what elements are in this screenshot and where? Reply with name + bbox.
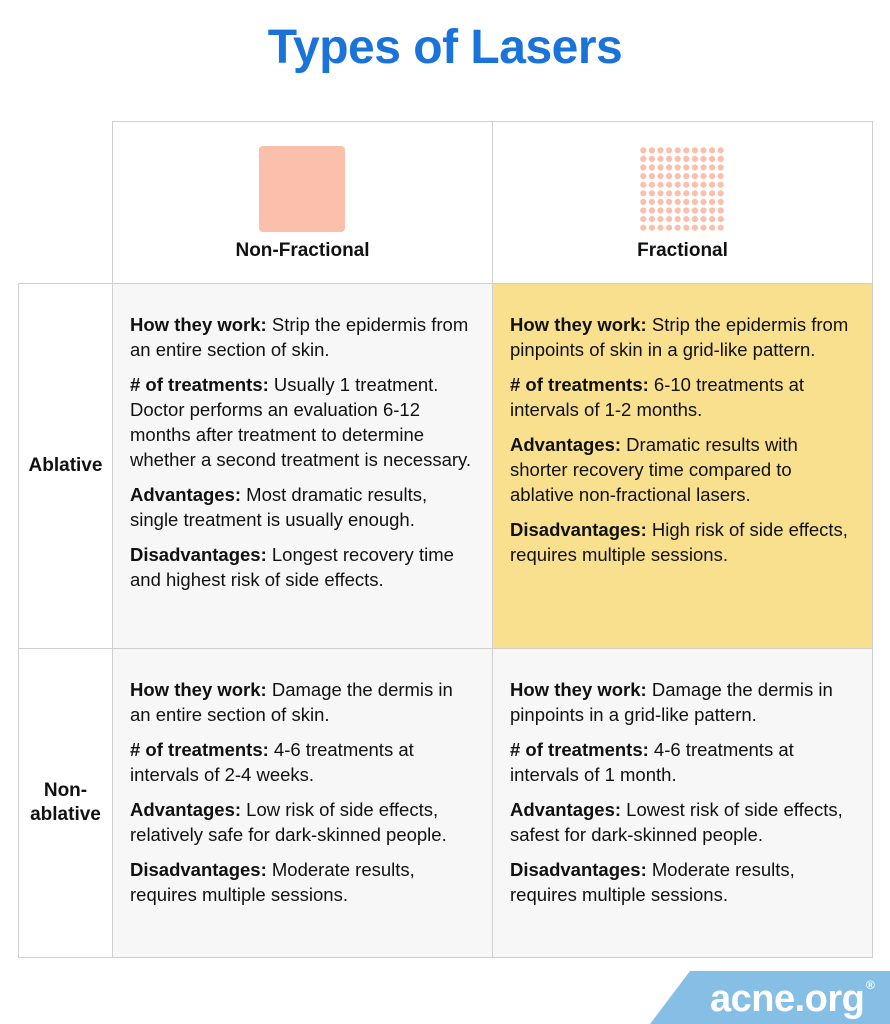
header-non-fractional bbox=[112, 121, 493, 284]
grid-dot bbox=[718, 156, 724, 162]
advantages bbox=[510, 432, 854, 507]
grid-dot bbox=[718, 216, 724, 222]
grid-dot bbox=[718, 182, 724, 188]
grid-dot bbox=[700, 156, 706, 162]
grid-dot bbox=[709, 182, 715, 188]
grid-dot bbox=[700, 216, 706, 222]
advantages-label: Advantages: bbox=[130, 484, 242, 505]
grid-dot bbox=[649, 182, 655, 188]
how-they-work-label: How they work: bbox=[510, 679, 647, 700]
grid-dot bbox=[657, 173, 663, 179]
advantages-text: Low risk of side effects, relatively safe for dark-skinned people. bbox=[130, 799, 447, 845]
row-label-non-ablative-line2: ablative bbox=[30, 804, 101, 825]
grid-dot bbox=[657, 164, 663, 170]
grid-dot bbox=[675, 156, 681, 162]
grid-dot bbox=[683, 216, 689, 222]
grid-dot bbox=[657, 216, 663, 222]
disadvantages-label: Disadvantages: bbox=[510, 859, 647, 880]
grid-dot bbox=[718, 190, 724, 196]
disadvantages-text: Longest recovery time and highest risk of side effects. bbox=[130, 544, 454, 590]
grid-dot bbox=[640, 216, 646, 222]
how-they-work bbox=[130, 677, 474, 727]
grid-dot bbox=[709, 156, 715, 162]
treatments-text: 4-6 treatments at intervals of 2-4 weeks. bbox=[130, 739, 414, 785]
grid-dot bbox=[700, 147, 706, 153]
grid-dot bbox=[657, 199, 663, 205]
grid-dot bbox=[683, 225, 689, 231]
number-of-treatments bbox=[510, 737, 854, 787]
grid-dot bbox=[640, 182, 646, 188]
grid-dot bbox=[640, 199, 646, 205]
header-fractional bbox=[492, 121, 873, 284]
row-label-ablative bbox=[18, 283, 113, 649]
column-label-non-fractional: Non-Fractional bbox=[235, 240, 370, 261]
grid-dot bbox=[640, 147, 646, 153]
grid-dot bbox=[666, 199, 672, 205]
advantages bbox=[130, 482, 474, 532]
grid-dot bbox=[700, 207, 706, 213]
grid-dot bbox=[675, 216, 681, 222]
how-they-work-label: How they work: bbox=[130, 679, 267, 700]
grid-dot bbox=[692, 207, 698, 213]
grid-dot bbox=[649, 173, 655, 179]
grid-dot bbox=[683, 147, 689, 153]
grid-dot bbox=[692, 190, 698, 196]
disadvantages-label: Disadvantages: bbox=[130, 544, 267, 565]
treatments-label: # of treatments: bbox=[130, 374, 269, 395]
advantages-text: Lowest risk of side effects, safest for dark-skinned people. bbox=[510, 799, 843, 845]
advantages-text: Dramatic results with shorter recovery time compared to ablative non-fractional lasers. bbox=[510, 434, 798, 505]
grid-dot bbox=[692, 225, 698, 231]
advantages-label: Advantages: bbox=[510, 434, 622, 455]
disadvantages-text: Moderate results, requires multiple sessions. bbox=[130, 859, 415, 905]
grid-dot bbox=[675, 207, 681, 213]
brand-logo[interactable]: acne.org bbox=[710, 978, 865, 1020]
grid-dot bbox=[692, 147, 698, 153]
grid-dot bbox=[718, 147, 724, 153]
grid-dot bbox=[649, 156, 655, 162]
advantages-label: Advantages: bbox=[130, 799, 242, 820]
disadvantages-text: High risk of side effects, requires multiple sessions. bbox=[510, 519, 848, 565]
grid-dot bbox=[649, 164, 655, 170]
grid-dot bbox=[709, 199, 715, 205]
page-title: Types of Lasers bbox=[267, 21, 623, 74]
disadvantages bbox=[130, 857, 474, 907]
row-label-non-ablative-text bbox=[30, 779, 101, 827]
treatments-label: # of treatments: bbox=[510, 374, 649, 395]
grid-dot bbox=[657, 207, 663, 213]
cell-non-ablative-fractional bbox=[492, 648, 873, 958]
grid-dot bbox=[692, 199, 698, 205]
cell-ablative-fractional bbox=[492, 283, 873, 649]
grid-dot bbox=[718, 173, 724, 179]
row-label-ablative-text: Ablative bbox=[28, 455, 103, 476]
grid-dot bbox=[718, 164, 724, 170]
grid-dot bbox=[718, 199, 724, 205]
dot-grid-icon bbox=[639, 146, 725, 232]
grid-dot bbox=[709, 164, 715, 170]
registered-mark: ® bbox=[866, 978, 875, 992]
grid-dot bbox=[700, 190, 706, 196]
grid-dot bbox=[666, 182, 672, 188]
grid-dot bbox=[649, 225, 655, 231]
grid-dot bbox=[692, 216, 698, 222]
grid-dot bbox=[640, 173, 646, 179]
grid-dot bbox=[666, 225, 672, 231]
treatments-text: 6-10 treatments at intervals of 1-2 months. bbox=[510, 374, 805, 420]
advantages bbox=[510, 797, 854, 847]
cell-ablative-non-fractional bbox=[112, 283, 493, 649]
grid-dot bbox=[640, 164, 646, 170]
grid-dot bbox=[700, 164, 706, 170]
grid-dot bbox=[692, 156, 698, 162]
grid-dot bbox=[692, 173, 698, 179]
grid-dot bbox=[640, 207, 646, 213]
grid-dot bbox=[692, 164, 698, 170]
grid-dot bbox=[666, 164, 672, 170]
grid-dot bbox=[666, 207, 672, 213]
treatments-label: # of treatments: bbox=[510, 739, 649, 760]
grid-dot bbox=[675, 173, 681, 179]
grid-dot bbox=[683, 164, 689, 170]
grid-dot bbox=[700, 173, 706, 179]
grid-dot bbox=[666, 147, 672, 153]
advantages bbox=[130, 797, 474, 847]
grid-dot bbox=[649, 216, 655, 222]
disadvantages-text: Moderate results, requires multiple sessions. bbox=[510, 859, 795, 905]
grid-dot bbox=[683, 199, 689, 205]
disadvantages bbox=[130, 542, 474, 592]
grid-dot bbox=[683, 173, 689, 179]
grid-dot bbox=[675, 199, 681, 205]
how-they-work-text: Damage the dermis in pinpoints in a grid-like pattern. bbox=[510, 679, 833, 725]
grid-dot bbox=[657, 182, 663, 188]
grid-dot bbox=[700, 199, 706, 205]
grid-dot bbox=[666, 156, 672, 162]
grid-dot bbox=[649, 199, 655, 205]
grid-dot bbox=[709, 190, 715, 196]
grid-dot bbox=[657, 225, 663, 231]
grid-dot bbox=[709, 225, 715, 231]
advantages-text: Most dramatic results, single treatment is usually enough. bbox=[130, 484, 428, 530]
how-they-work-label: How they work: bbox=[130, 314, 267, 335]
row-label-non-ablative-line1: Non- bbox=[43, 780, 88, 801]
grid-dot bbox=[649, 190, 655, 196]
grid-dot bbox=[683, 182, 689, 188]
grid-dot bbox=[718, 207, 724, 213]
disadvantages-label: Disadvantages: bbox=[510, 519, 647, 540]
grid-dot bbox=[675, 190, 681, 196]
grid-dot bbox=[640, 225, 646, 231]
grid-dot bbox=[692, 182, 698, 188]
treatments-text: Usually 1 treatment. Doctor performs an evaluation 6-12 months after treatment to determine whether a second treatment is necessary. bbox=[130, 374, 472, 470]
grid-dot bbox=[666, 173, 672, 179]
grid-dot bbox=[657, 147, 663, 153]
grid-dot bbox=[709, 216, 715, 222]
grid-dot bbox=[640, 156, 646, 162]
advantages-label: Advantages: bbox=[510, 799, 622, 820]
how-they-work bbox=[510, 677, 854, 727]
grid-dot bbox=[649, 147, 655, 153]
disadvantages-label: Disadvantages: bbox=[130, 859, 267, 880]
number-of-treatments bbox=[510, 372, 854, 422]
how-they-work bbox=[510, 312, 854, 362]
grid-dot bbox=[718, 225, 724, 231]
disadvantages bbox=[510, 857, 854, 907]
how-they-work bbox=[130, 312, 474, 362]
disadvantages bbox=[510, 517, 854, 567]
grid-dot bbox=[709, 173, 715, 179]
grid-dot bbox=[675, 147, 681, 153]
how-they-work-text: Strip the epidermis from an entire section of skin. bbox=[130, 314, 469, 360]
grid-dot bbox=[657, 190, 663, 196]
grid-dot bbox=[683, 207, 689, 213]
how-they-work-text: Strip the epidermis from pinpoints of skin in a grid-like pattern. bbox=[510, 314, 849, 360]
grid-dot bbox=[657, 156, 663, 162]
number-of-treatments bbox=[130, 372, 474, 472]
grid-dot bbox=[683, 156, 689, 162]
grid-dot bbox=[700, 225, 706, 231]
grid-dot bbox=[675, 182, 681, 188]
grid-dot bbox=[675, 225, 681, 231]
grid-dot bbox=[640, 190, 646, 196]
column-label-fractional: Fractional bbox=[637, 240, 728, 261]
grid-dot bbox=[683, 190, 689, 196]
how-they-work-text: Damage the dermis in an entire section of skin. bbox=[130, 679, 453, 725]
grid-dot bbox=[709, 207, 715, 213]
grid-dot bbox=[675, 164, 681, 170]
cell-non-ablative-non-fractional bbox=[112, 648, 493, 958]
row-label-non-ablative bbox=[18, 648, 113, 958]
grid-dot bbox=[666, 216, 672, 222]
number-of-treatments bbox=[130, 737, 474, 787]
grid-dot bbox=[700, 182, 706, 188]
treatments-label: # of treatments: bbox=[130, 739, 269, 760]
treatments-text: 4-6 treatments at intervals of 1 month. bbox=[510, 739, 794, 785]
solid-square-icon bbox=[259, 146, 345, 232]
grid-dot bbox=[666, 190, 672, 196]
grid-dot bbox=[709, 147, 715, 153]
how-they-work-label: How they work: bbox=[510, 314, 647, 335]
grid-dot bbox=[649, 207, 655, 213]
